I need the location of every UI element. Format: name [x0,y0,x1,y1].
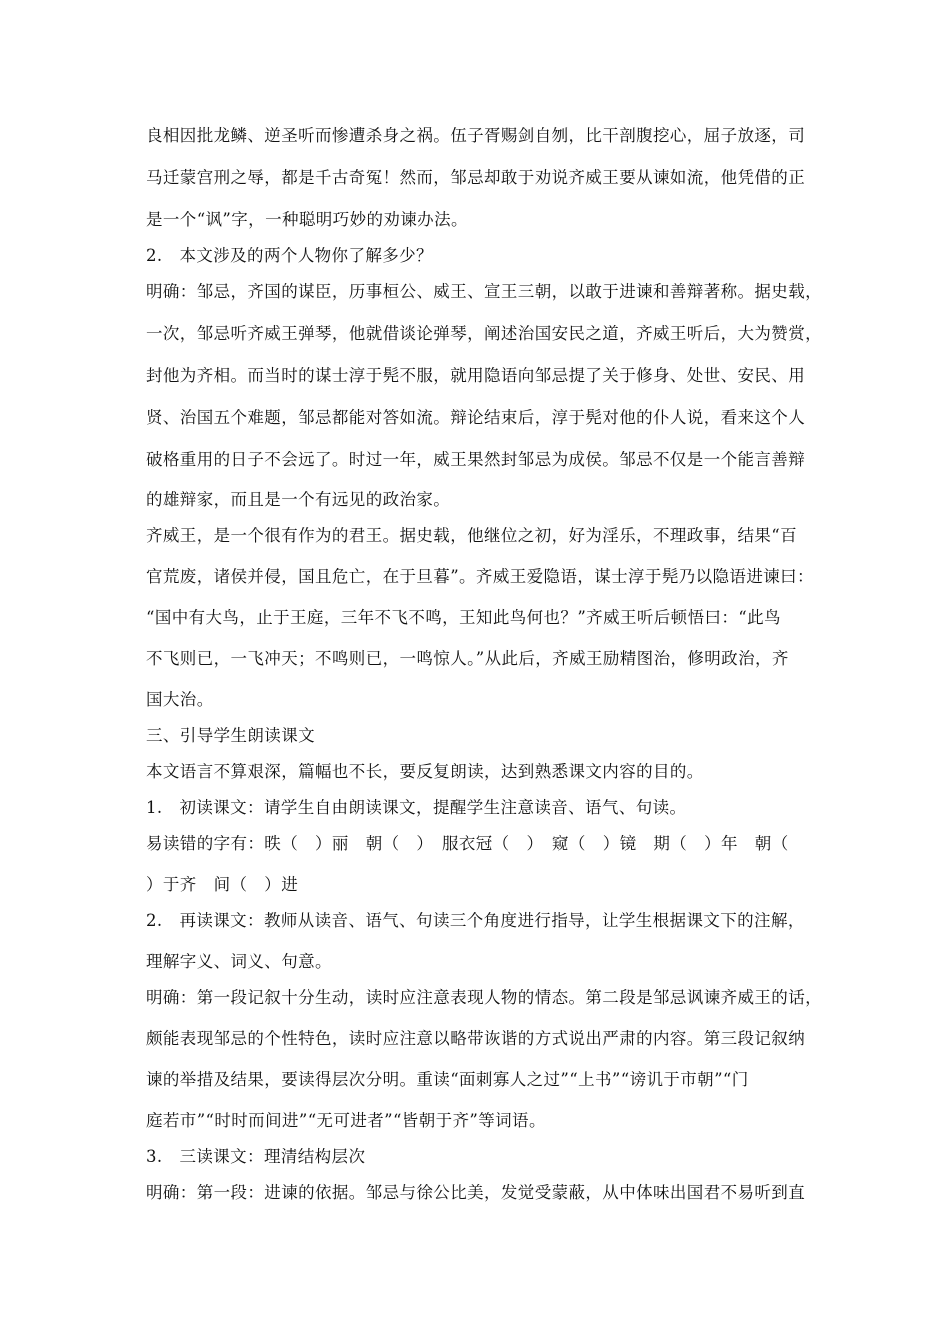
text-line: 明确：第一段：进谏的依据。邹忌与徐公比美，发觉受蒙蔽，从中体味出国君不易听到直 [146,1183,806,1202]
text-line: 官荒废，诸侯并侵，国且危亡，在于旦暮”。齐威王爱隐语，谋士淳于髡乃以隐语进谏曰： [146,567,814,586]
text-line: 一次，邹忌听齐威王弹琴，他就借谈论弹琴，阐述治国安民之道，齐威王听后，大为赞赏， [146,324,822,343]
text-line: 破格重用的日子不会远了。时过一年，威王果然封邹忌为成侯。邹忌不仅是一个能言善辩 [146,450,806,469]
text-line: 易读错的字有：昳（ ）丽 朝（ ） 服衣冠（ ） 窥（ ）镜 期（ ）年 朝（ [146,834,789,853]
text-line: 谏的举措及结果，要读得层次分明。重读“面刺寡人之过”“上书”“谤讥于市朝”“门 [146,1070,749,1089]
text-line: 是一个“讽”字，一种聪明巧妙的劝谏办法。 [146,210,468,229]
text-line: 1. 初读课文：请学生自由朗读课文，提醒学生注意读音、语气、句读。 [146,798,687,817]
text-line: 2. 再读课文：教师从读音、语气、句读三个角度进行指导，让学生根据课文下的注解， [146,911,805,930]
text-line: 马迁蒙宫刑之辱，都是千古奇冤！然而，邹忌却敢于劝说齐威王要从谏如流，他凭借的正 [146,168,806,187]
text-line: 3. 三读课文：理清结构层次 [146,1147,366,1166]
text-line: 本文语言不算艰深，篇幅也不长，要反复朗读，达到熟悉课文内容的目的。 [146,762,704,781]
text-line: 理解字义、词义、句意。 [146,952,332,971]
text-line: 的雄辩家，而且是一个有远见的政治家。 [146,490,451,509]
text-line: 良相因批龙鳞、逆圣听而惨遭杀身之祸。伍子胥赐剑自刎，比干剖腹挖心，屈子放逐，司 [146,126,806,145]
text-line: 封他为齐相。而当时的谋士淳于髡不服，就用隐语向邹忌提了关于修身、处世、安民、用 [146,366,806,385]
text-line: 明确：邹忌，齐国的谋臣，历事桓公、威王、宣王三朝，以敢于进谏和善辩著称。据史载， [146,282,822,301]
text-line: “国中有大鸟，止于王庭，三年不飞不鸣，王知此鸟何也？”齐威王听后顿悟曰：“此鸟 [146,608,781,627]
text-line: 明确：第一段记叙十分生动，读时应注意表现人物的情态。第二段是邹忌讽谏齐威王的话， [146,988,822,1007]
section-heading: 三、引导学生朗读课文 [146,726,315,745]
text-line: 贤、治国五个难题，邹忌都能对答如流。辩论结束后，淳于髡对他的仆人说，看来这个人 [146,408,806,427]
text-line: 庭若市”“时时而间进”“无可进者”“皆朝于齐”等词语。 [146,1111,546,1130]
text-line: ）于齐 间（ ）进 [146,875,299,894]
text-line: 2. 本文涉及的两个人物你了解多少？ [146,246,433,265]
text-line: 不飞则已，一飞冲天；不鸣则已，一鸣惊人。”从此后，齐威王励精图治，修明政治，齐 [146,649,789,668]
text-line: 国大治。 [146,690,214,709]
text-line: 颇能表现邹忌的个性特色，读时应注意以略带诙谐的方式说出严肃的内容。第三段记叙纳 [146,1029,806,1048]
text-line: 齐威王，是一个很有作为的君王。据史载，他继位之初，好为淫乐，不理政事，结果“百 [146,526,798,545]
